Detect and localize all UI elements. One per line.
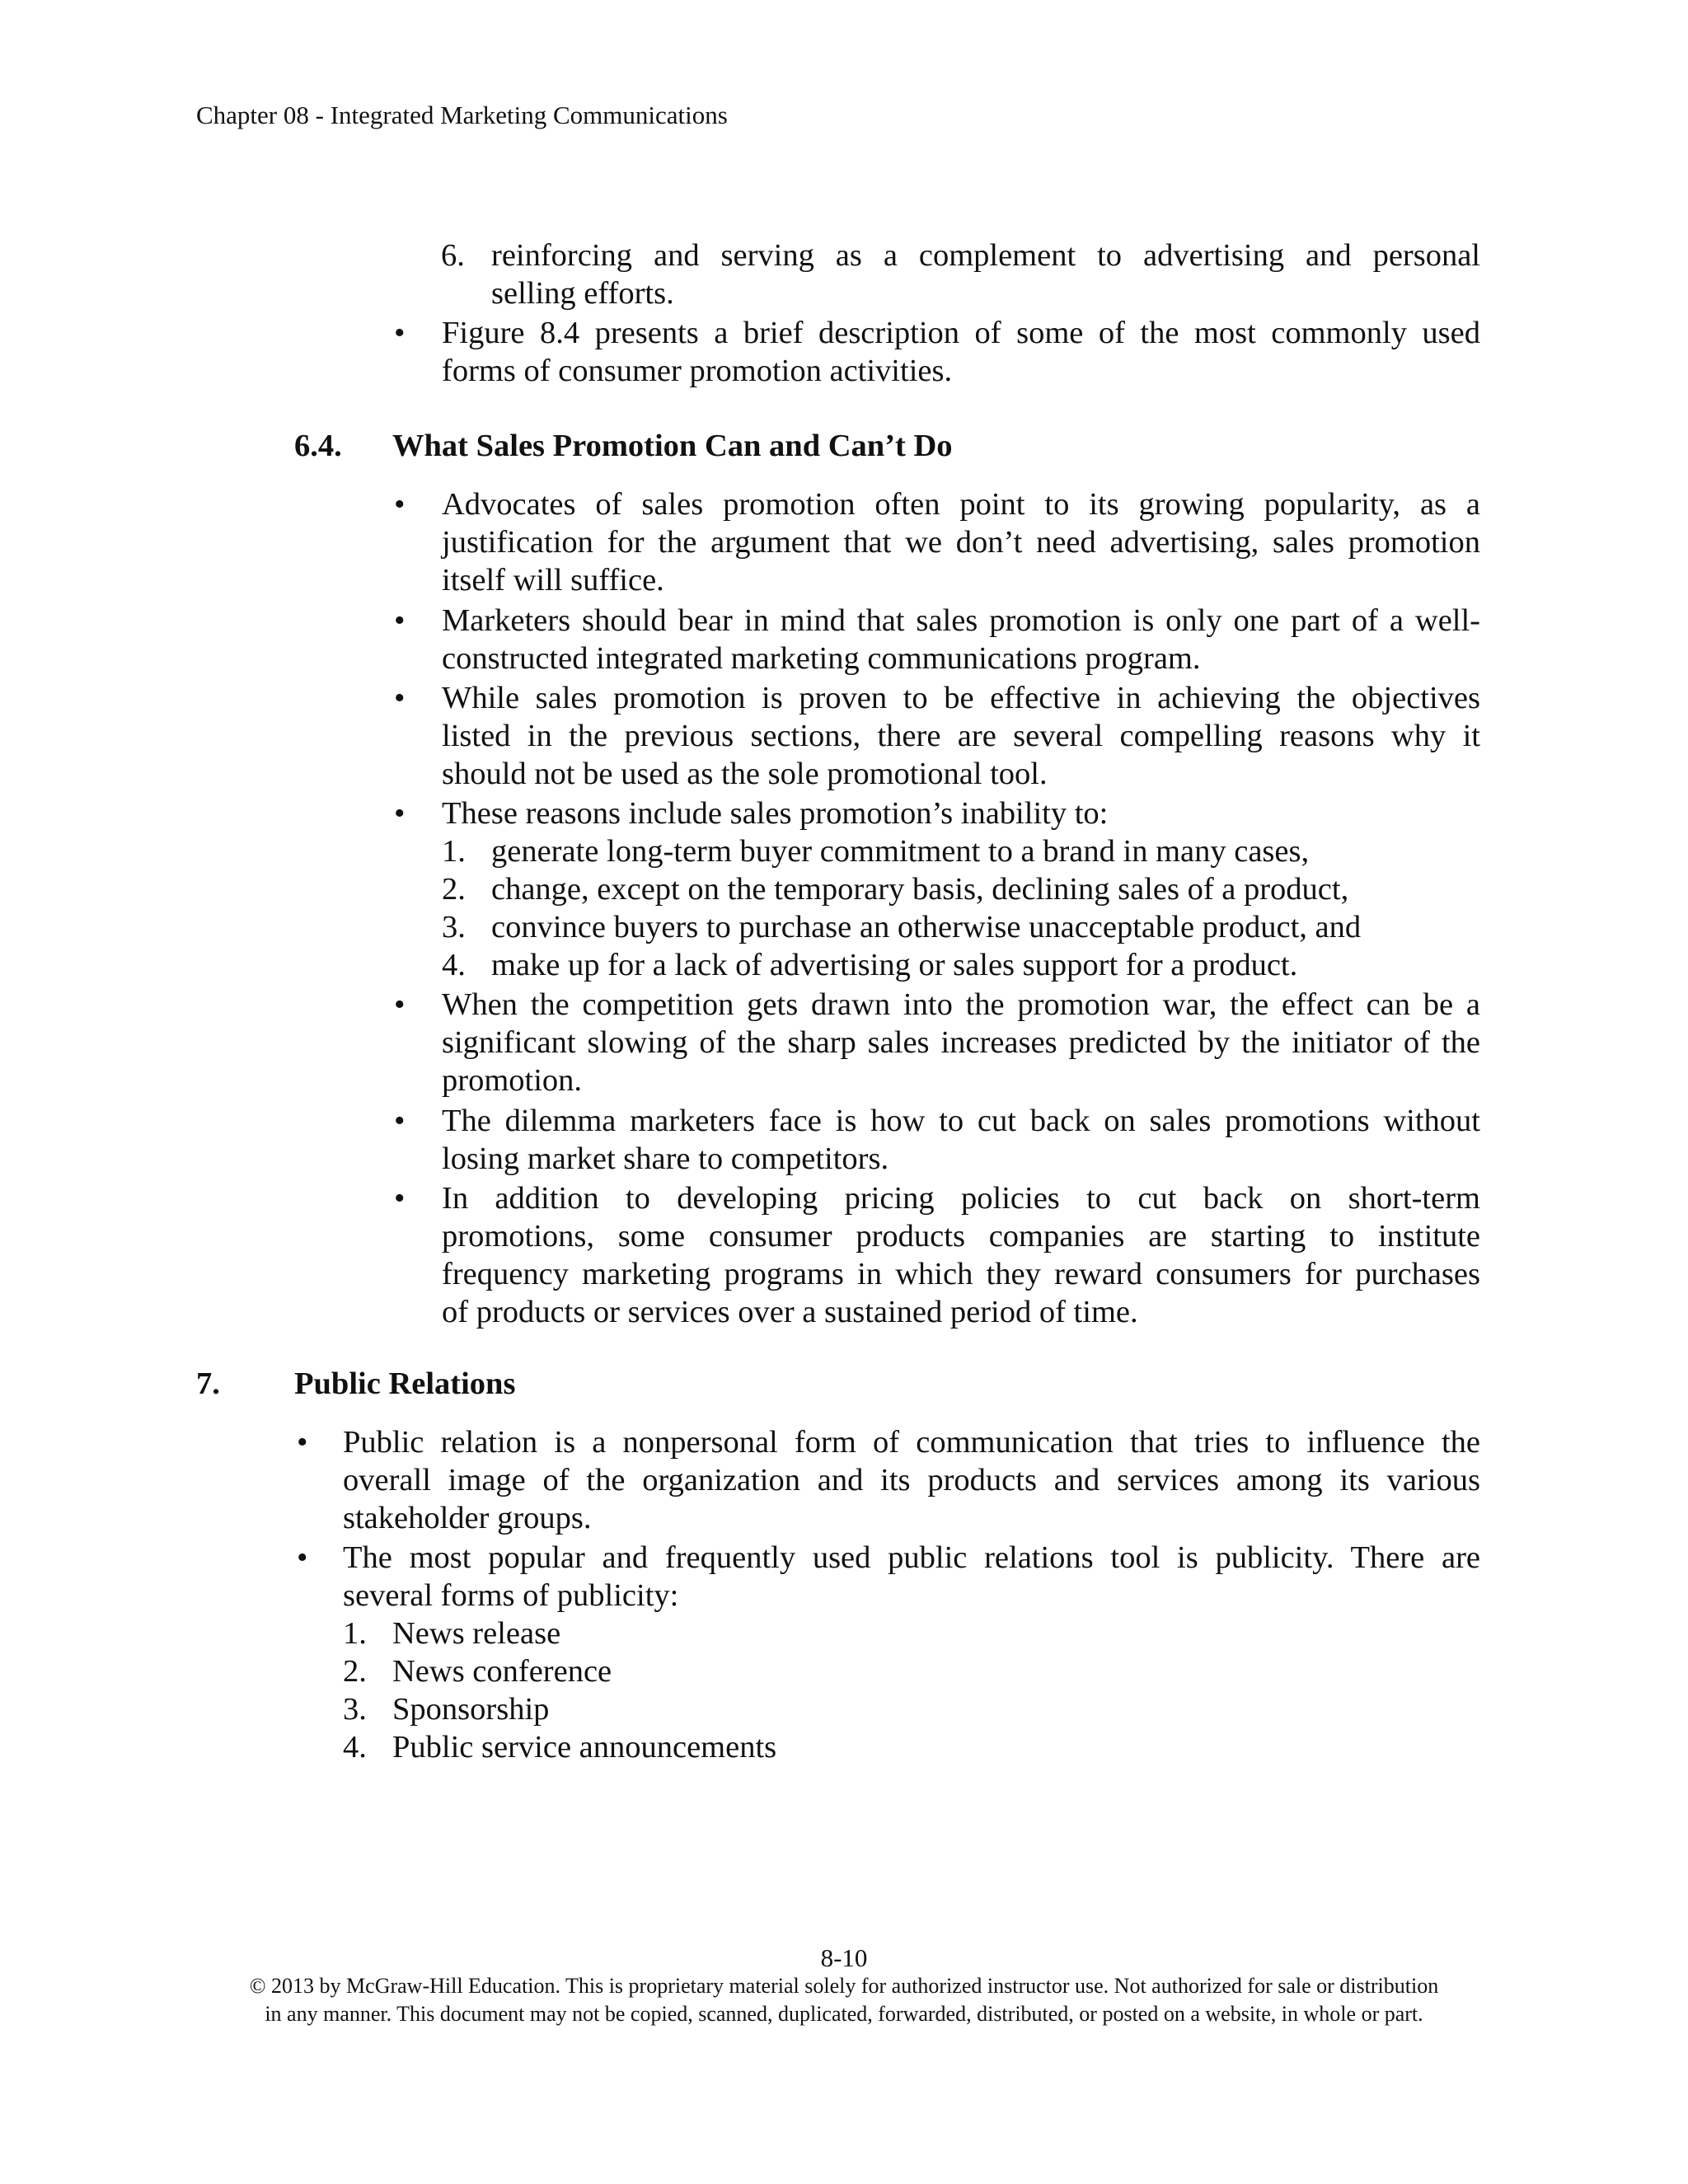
section-number: 7. <box>196 1366 220 1401</box>
list-number: 3. <box>442 910 466 944</box>
list-item-text: make up for a lack of advertising or sales support for a product. <box>491 948 1298 982</box>
copyright-line: in any manner. This document may not be copied, scanned, duplicated, forwarded, distributed, or posted on a website, in whole or part. <box>265 2002 1423 2026</box>
bullet-text: Advocates of sales promotion often point to its growing popularity, as a <box>442 487 1480 522</box>
bullet-text: frequency marketing programs in which they reward consumers for purchases <box>442 1257 1480 1291</box>
list-item-text: News conference <box>392 1654 612 1689</box>
list-item-text: selling efforts. <box>491 276 674 311</box>
list-item-text: Public service announcements <box>392 1730 777 1765</box>
bullet-text: Figure 8.4 presents a brief description of some of the most commonly used <box>442 316 1480 350</box>
bullet-icon: • <box>394 987 406 1022</box>
bullet-text: stakeholder groups. <box>343 1501 592 1535</box>
bullet-text: While sales promotion is proven to be effective in achieving the objectives <box>442 681 1480 715</box>
list-number: 4. <box>442 948 466 982</box>
list-number: 6. <box>441 238 465 273</box>
bullet-text: In addition to developing pricing policies to cut back on short-term <box>442 1181 1480 1216</box>
bullet-icon: • <box>394 1181 406 1216</box>
list-item-text: convince buyers to purchase an otherwise unacceptable product, and <box>491 910 1362 944</box>
bullet-text: listed in the previous sections, there are several compelling reasons why it <box>442 719 1480 753</box>
list-number: 1. <box>343 1616 367 1651</box>
bullet-icon: • <box>394 603 406 638</box>
bullet-text: overall image of the organization and its products and services among its various <box>343 1463 1480 1497</box>
bullet-text: The dilemma marketers face is how to cut back on sales promotions without <box>442 1104 1480 1138</box>
bullet-icon: • <box>394 681 406 715</box>
section-title: What Sales Promotion Can and Can’t Do <box>392 429 953 463</box>
bullet-text: Public relation is a nonpersonal form of communication that tries to influence the <box>343 1425 1480 1460</box>
list-number: 2. <box>343 1654 367 1689</box>
bullet-text: losing market share to competitors. <box>442 1141 889 1176</box>
bullet-icon: • <box>297 1425 308 1460</box>
page-number: 8-10 <box>820 1943 868 1972</box>
bullet-text: itself will suffice. <box>442 563 664 598</box>
bullet-icon: • <box>394 487 406 522</box>
bullet-text: of products or services over a sustained period of time. <box>442 1295 1138 1329</box>
bullet-text: should not be used as the sole promotional tool. <box>442 757 1048 791</box>
copyright-line: © 2013 by McGraw-Hill Education. This is proprietary material solely for authorized instructor use. Not authorized for sale or distribution <box>249 1974 1439 1998</box>
bullet-text: significant slowing of the sharp sales increases predicted by the initiator of the <box>442 1025 1480 1060</box>
bullet-text: forms of consumer promotion activities. <box>442 354 953 388</box>
bullet-icon: • <box>394 796 406 831</box>
list-item-text: reinforcing and serving as a complement to advertising and personal <box>491 238 1480 273</box>
bullet-text: Marketers should bear in mind that sales promotion is only one part of a well- <box>442 603 1480 638</box>
list-number: 2. <box>442 872 466 907</box>
bullet-text: The most popular and frequently used public relations tool is publicity. There are <box>343 1540 1480 1575</box>
list-item-text: News release <box>392 1616 561 1651</box>
bullet-text: When the competition gets drawn into the promotion war, the effect can be a <box>442 987 1480 1022</box>
list-item-text: change, except on the temporary basis, declining sales of a product, <box>491 872 1349 907</box>
bullet-text: constructed integrated marketing communications program. <box>442 641 1201 676</box>
section-title: Public Relations <box>294 1366 516 1401</box>
list-number: 1. <box>442 834 466 869</box>
chapter-header: Chapter 08 - Integrated Marketing Communications <box>196 101 728 129</box>
bullet-text: justification for the argument that we don’t need advertising, sales promotion <box>442 525 1480 560</box>
bullet-icon: • <box>394 1104 406 1138</box>
bullet-text: promotions, some consumer products companies are starting to institute <box>442 1219 1480 1254</box>
list-number: 3. <box>343 1692 367 1727</box>
bullet-text: These reasons include sales promotion’s inability to: <box>442 796 1109 831</box>
section-number: 6.4. <box>294 429 342 463</box>
list-number: 4. <box>343 1730 367 1765</box>
bullet-icon: • <box>297 1540 308 1575</box>
bullet-icon: • <box>394 316 406 350</box>
list-item-text: generate long-term buyer commitment to a brand in many cases, <box>491 834 1310 869</box>
bullet-text: several forms of publicity: <box>343 1578 679 1613</box>
list-item-text: Sponsorship <box>392 1692 550 1727</box>
bullet-text: promotion. <box>442 1063 583 1098</box>
